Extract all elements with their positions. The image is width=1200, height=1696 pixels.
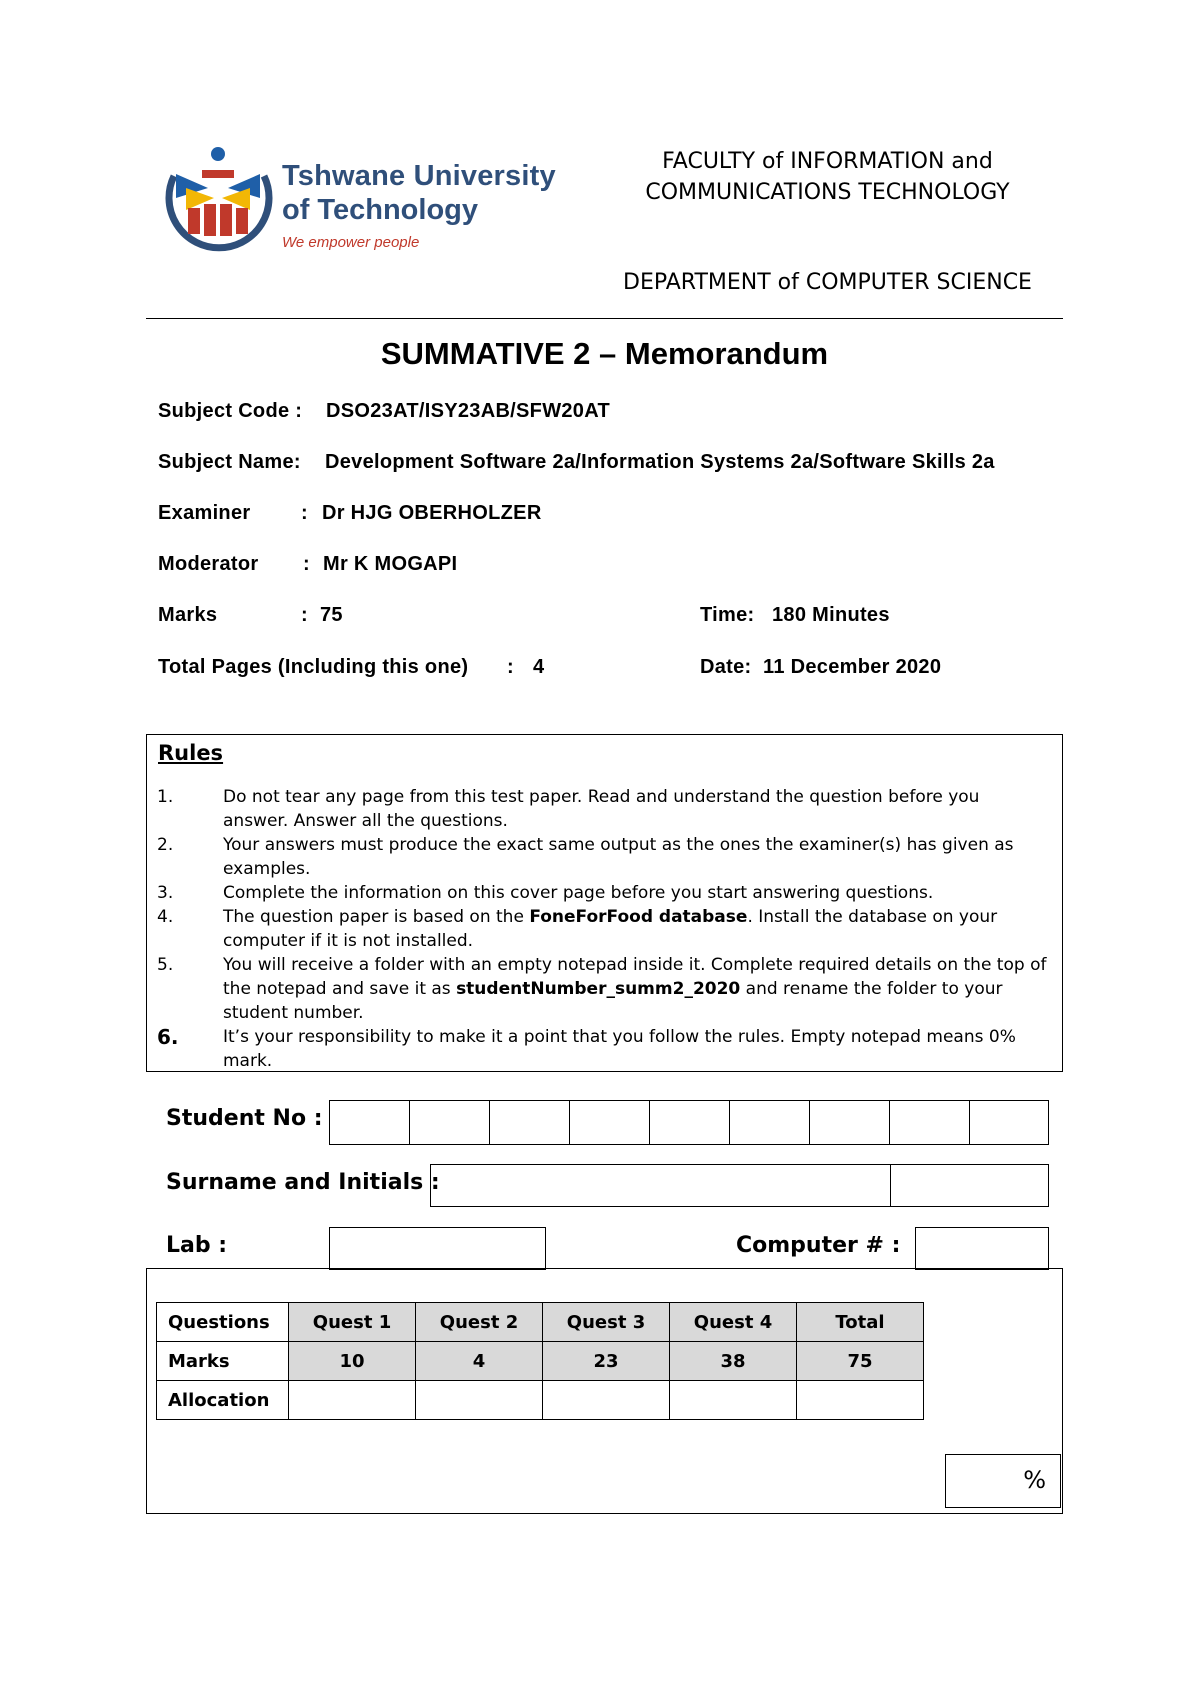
rules-box bbox=[146, 734, 1063, 1072]
table-header-cell: Quest 2 bbox=[416, 1303, 543, 1342]
surname-input[interactable] bbox=[430, 1164, 1049, 1207]
table-cell: 4 bbox=[416, 1342, 543, 1381]
rule-number: 5. bbox=[157, 955, 174, 975]
rule-text: It’s your responsibility to make it a point that you follow the rules. Empty notepad means 0% mark. bbox=[223, 1027, 1016, 1071]
table-cell: 10 bbox=[289, 1342, 416, 1381]
moderator-value: Mr K MOGAPI bbox=[323, 553, 458, 575]
rule-text: The question paper is based on the FoneForFood database. Install the database on your computer if it is not installed. bbox=[223, 907, 998, 951]
page-title: SUMMATIVE 2 – Memorandum bbox=[380, 336, 829, 371]
examiner-colon: : bbox=[301, 502, 308, 524]
allocation-input[interactable] bbox=[670, 1381, 797, 1420]
lab-label: Lab : bbox=[166, 1233, 228, 1258]
table-header-cell: Quest 1 bbox=[289, 1303, 416, 1342]
subject-name-label: Subject Name: bbox=[158, 451, 301, 473]
rule-text: You will receive a folder with an empty notepad inside it. Complete required details on the top of the notepad and save it as studentNumber_summ2_2020 and rename the folder to your student number. bbox=[223, 955, 1047, 1023]
table-cell: Allocation bbox=[157, 1381, 289, 1420]
allocation-input[interactable] bbox=[289, 1381, 416, 1420]
marks-box bbox=[146, 1268, 1063, 1514]
logo-name-line1: Tshwane University bbox=[282, 160, 556, 192]
rule-number: 6. bbox=[157, 1025, 179, 1049]
subject-code-value: DSO23AT/ISY23AB/SFW20AT bbox=[326, 400, 610, 422]
rule-text: Complete the information on this cover page before you start answering questions. bbox=[223, 883, 934, 903]
percentage-input[interactable] bbox=[945, 1454, 1061, 1508]
table-header-cell: Quest 4 bbox=[670, 1303, 797, 1342]
time-value: 180 Minutes bbox=[772, 604, 890, 626]
total-pages-label: Total Pages (Including this one) bbox=[158, 656, 469, 678]
rule-item bbox=[157, 785, 1047, 833]
rule-number: 3. bbox=[157, 883, 174, 903]
rule-item bbox=[157, 881, 1047, 905]
table-header-cell: Questions bbox=[157, 1303, 289, 1342]
rules-title: Rules bbox=[158, 741, 224, 765]
table-row bbox=[157, 1342, 924, 1381]
table-cell: Marks bbox=[157, 1342, 289, 1381]
table-cell: 75 bbox=[797, 1342, 924, 1381]
filename: studentNumber_summ2_2020 bbox=[456, 979, 741, 999]
logo-tagline: We empower people bbox=[282, 234, 420, 251]
faculty-line1: FACULTY of INFORMATION and bbox=[662, 149, 993, 174]
database-name: FoneForFood database bbox=[529, 907, 748, 927]
rule-item bbox=[157, 953, 1047, 1025]
student-no-label: Student No : bbox=[166, 1106, 323, 1131]
examiner-label: Examiner bbox=[158, 502, 251, 524]
table-header-cell: Total bbox=[797, 1303, 924, 1342]
moderator-label: Moderator bbox=[158, 553, 259, 575]
rule-number: 2. bbox=[157, 835, 174, 855]
total-pages-value: 4 bbox=[533, 656, 545, 678]
date-value: 11 December 2020 bbox=[763, 656, 942, 678]
rule-number: 1. bbox=[157, 787, 174, 807]
examiner-value: Dr HJG OBERHOLZER bbox=[322, 502, 542, 524]
faculty-line2: COMMUNICATIONS TECHNOLOGY bbox=[645, 180, 1010, 205]
rule-text: Your answers must produce the exact same output as the ones the examiner(s) has given as examples. bbox=[223, 835, 1014, 879]
date-label: Date: bbox=[700, 656, 752, 678]
total-pages-colon: : bbox=[507, 656, 514, 678]
rule-item bbox=[157, 833, 1047, 881]
lab-input[interactable] bbox=[329, 1227, 546, 1270]
university-logo bbox=[156, 136, 556, 262]
moderator-colon: : bbox=[303, 553, 310, 575]
rule-item bbox=[157, 1025, 1047, 1073]
rule-item bbox=[157, 905, 1047, 953]
tut-emblem-icon bbox=[156, 136, 280, 262]
percent-symbol: % bbox=[1023, 1466, 1046, 1494]
header-divider bbox=[146, 318, 1063, 319]
allocation-input[interactable] bbox=[797, 1381, 924, 1420]
allocation-input[interactable] bbox=[543, 1381, 670, 1420]
marks-value: 75 bbox=[320, 604, 343, 626]
time-label: Time: bbox=[700, 604, 755, 626]
marks-colon: : bbox=[301, 604, 308, 626]
computer-input[interactable] bbox=[915, 1227, 1049, 1270]
student-no-input[interactable] bbox=[329, 1100, 1049, 1145]
marks-label: Marks bbox=[158, 604, 218, 626]
subject-code-label: Subject Code : bbox=[158, 400, 303, 422]
table-row bbox=[157, 1303, 924, 1342]
table-header-cell: Quest 3 bbox=[543, 1303, 670, 1342]
marks-table bbox=[156, 1302, 924, 1420]
surname-label: Surname and Initials : bbox=[166, 1170, 440, 1195]
table-cell: 38 bbox=[670, 1342, 797, 1381]
table-cell: 23 bbox=[543, 1342, 670, 1381]
faculty-heading bbox=[600, 146, 1055, 208]
rule-number: 4. bbox=[157, 907, 174, 927]
table-row bbox=[157, 1381, 924, 1420]
subject-name-value: Development Software 2a/Information Systems 2a/Software Skills 2a bbox=[325, 451, 995, 473]
department-heading: DEPARTMENT of COMPUTER SCIENCE bbox=[623, 270, 1032, 295]
allocation-input[interactable] bbox=[416, 1381, 543, 1420]
computer-label: Computer # : bbox=[736, 1233, 901, 1258]
logo-name-line2: of Technology bbox=[282, 194, 479, 226]
rule-text: Do not tear any page from this test paper. Read and understand the question before you answer. Answer all the questions. bbox=[223, 787, 980, 831]
